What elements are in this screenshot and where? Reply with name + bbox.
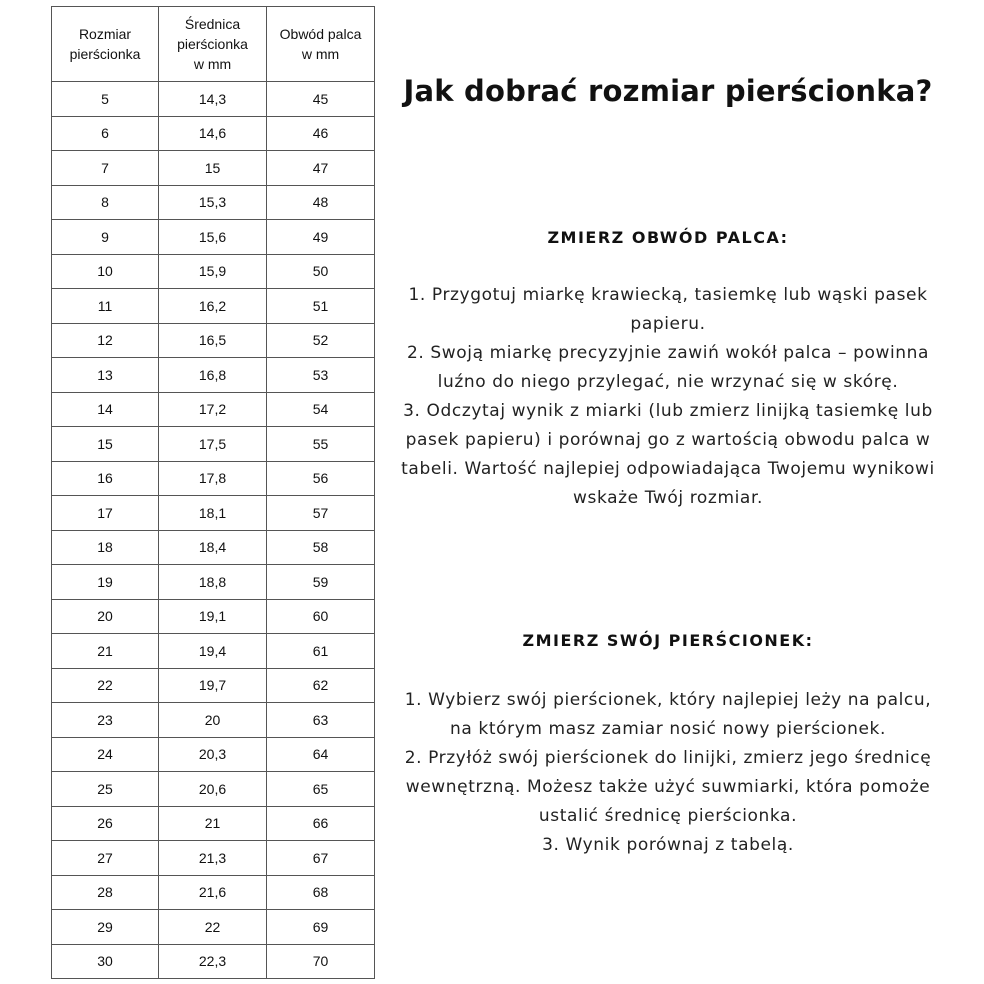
cell-ring-diameter: 18,1 (159, 496, 267, 531)
cell-finger-circumference: 67 (267, 841, 375, 876)
measure-finger-heading: ZMIERZ OBWÓD PALCA: (547, 228, 789, 247)
table-row (52, 841, 375, 876)
cell-ring-size: 14 (52, 392, 159, 427)
table-row (52, 703, 375, 738)
table-row (52, 668, 375, 703)
table-row (52, 358, 375, 393)
cell-ring-size: 8 (52, 185, 159, 220)
cell-finger-circumference: 50 (267, 254, 375, 289)
table-row (52, 944, 375, 979)
cell-ring-size: 24 (52, 737, 159, 772)
measure-ring-steps (398, 686, 938, 860)
cell-ring-size: 28 (52, 875, 159, 910)
finger-step-1: 1. Przygotuj miarkę krawiecką, tasiemkę lub wąski pasek papieru. (408, 285, 928, 334)
cell-finger-circumference: 56 (267, 461, 375, 496)
table-row (52, 254, 375, 289)
cell-finger-circumference: 46 (267, 116, 375, 151)
cell-ring-size: 22 (52, 668, 159, 703)
ring-step-3: 3. Wynik porównaj z tabelą. (542, 835, 794, 855)
table-row (52, 910, 375, 945)
cell-ring-diameter: 19,4 (159, 634, 267, 669)
cell-ring-diameter: 14,3 (159, 82, 267, 117)
cell-ring-diameter: 15,6 (159, 220, 267, 255)
cell-finger-circumference: 65 (267, 772, 375, 807)
cell-ring-size: 9 (52, 220, 159, 255)
cell-finger-circumference: 53 (267, 358, 375, 393)
table-row (52, 634, 375, 669)
cell-ring-size: 12 (52, 323, 159, 358)
measure-ring-heading: ZMIERZ SWÓJ PIERŚCIONEK: (522, 631, 814, 650)
cell-ring-diameter: 20,3 (159, 737, 267, 772)
cell-ring-size: 10 (52, 254, 159, 289)
cell-ring-size: 26 (52, 806, 159, 841)
cell-ring-diameter: 21,3 (159, 841, 267, 876)
table-row (52, 772, 375, 807)
table-row (52, 392, 375, 427)
table-row (52, 220, 375, 255)
cell-ring-diameter: 16,8 (159, 358, 267, 393)
cell-ring-diameter: 16,5 (159, 323, 267, 358)
cell-ring-diameter: 19,7 (159, 668, 267, 703)
page-title: Jak dobrać rozmiar pierścionka? (403, 74, 933, 108)
cell-ring-diameter: 20,6 (159, 772, 267, 807)
cell-finger-circumference: 49 (267, 220, 375, 255)
cell-finger-circumference: 62 (267, 668, 375, 703)
cell-ring-size: 15 (52, 427, 159, 462)
cell-ring-diameter: 17,8 (159, 461, 267, 496)
cell-finger-circumference: 64 (267, 737, 375, 772)
cell-finger-circumference: 51 (267, 289, 375, 324)
cell-ring-size: 29 (52, 910, 159, 945)
cell-finger-circumference: 61 (267, 634, 375, 669)
cell-finger-circumference: 47 (267, 151, 375, 186)
table-row (52, 151, 375, 186)
table-row (52, 461, 375, 496)
cell-ring-size: 23 (52, 703, 159, 738)
table-header-row (52, 7, 375, 82)
cell-ring-size: 13 (52, 358, 159, 393)
cell-ring-diameter: 15,9 (159, 254, 267, 289)
table-row (52, 875, 375, 910)
cell-ring-diameter: 19,1 (159, 599, 267, 634)
header-ring-size: Rozmiar pierścionka (52, 7, 159, 82)
header-finger-circumference: Obwód palca w mm (267, 7, 375, 82)
table-row (52, 806, 375, 841)
cell-finger-circumference: 48 (267, 185, 375, 220)
cell-finger-circumference: 55 (267, 427, 375, 462)
measure-finger-steps (398, 281, 938, 513)
cell-ring-size: 30 (52, 944, 159, 979)
cell-finger-circumference: 60 (267, 599, 375, 634)
header-ring-diameter: Średnica pierścionka w mm (159, 7, 267, 82)
cell-ring-size: 27 (52, 841, 159, 876)
cell-finger-circumference: 59 (267, 565, 375, 600)
ring-size-table (51, 6, 375, 979)
cell-ring-size: 20 (52, 599, 159, 634)
cell-ring-diameter: 17,2 (159, 392, 267, 427)
cell-ring-size: 11 (52, 289, 159, 324)
cell-finger-circumference: 66 (267, 806, 375, 841)
cell-ring-size: 16 (52, 461, 159, 496)
cell-ring-size: 6 (52, 116, 159, 151)
table-row (52, 737, 375, 772)
table-row (52, 427, 375, 462)
cell-finger-circumference: 58 (267, 530, 375, 565)
cell-finger-circumference: 69 (267, 910, 375, 945)
table-row (52, 116, 375, 151)
table-row (52, 565, 375, 600)
cell-ring-diameter: 20 (159, 703, 267, 738)
cell-ring-diameter: 18,8 (159, 565, 267, 600)
table-row (52, 599, 375, 634)
table-row (52, 289, 375, 324)
cell-finger-circumference: 52 (267, 323, 375, 358)
cell-ring-size: 5 (52, 82, 159, 117)
cell-finger-circumference: 68 (267, 875, 375, 910)
cell-ring-diameter: 15 (159, 151, 267, 186)
cell-ring-diameter: 22,3 (159, 944, 267, 979)
cell-finger-circumference: 70 (267, 944, 375, 979)
cell-ring-diameter: 15,3 (159, 185, 267, 220)
finger-step-2: 2. Swoją miarkę precyzyjnie zawiń wokół palca – powinna luźno do niego przylegać, nie wrzynać się w skórę. (406, 343, 930, 392)
cell-finger-circumference: 45 (267, 82, 375, 117)
finger-step-3: 3. Odczytaj wynik z miarki (lub zmierz linijką tasiemkę lub pasek papieru) i porównaj go z wartością obwodu palca w tabeli. Wartość najlepiej odpowiadająca Twojemu wynikowi wskaże Twój rozmiar. (401, 401, 935, 508)
table-row (52, 496, 375, 531)
cell-ring-size: 25 (52, 772, 159, 807)
cell-ring-size: 21 (52, 634, 159, 669)
table-row (52, 530, 375, 565)
cell-ring-size: 18 (52, 530, 159, 565)
cell-ring-diameter: 21 (159, 806, 267, 841)
table-row (52, 82, 375, 117)
cell-ring-diameter: 17,5 (159, 427, 267, 462)
table-row (52, 185, 375, 220)
table-body (52, 82, 375, 979)
cell-finger-circumference: 57 (267, 496, 375, 531)
cell-ring-size: 17 (52, 496, 159, 531)
cell-ring-diameter: 16,2 (159, 289, 267, 324)
cell-ring-diameter: 14,6 (159, 116, 267, 151)
ring-step-1: 1. Wybierz swój pierścionek, który najlepiej leży na palcu, na którym masz zamiar nosić nowy pierścionek. (404, 690, 932, 739)
cell-ring-diameter: 21,6 (159, 875, 267, 910)
cell-ring-size: 7 (52, 151, 159, 186)
cell-finger-circumference: 63 (267, 703, 375, 738)
cell-ring-diameter: 18,4 (159, 530, 267, 565)
cell-ring-size: 19 (52, 565, 159, 600)
cell-finger-circumference: 54 (267, 392, 375, 427)
table-row (52, 323, 375, 358)
cell-ring-diameter: 22 (159, 910, 267, 945)
ring-step-2: 2. Przyłóż swój pierścionek do linijki, zmierz jego średnicę wewnętrzną. Możesz także użyć suwmiarki, która pomoże ustalić średnicę pierścionka. (404, 748, 932, 826)
